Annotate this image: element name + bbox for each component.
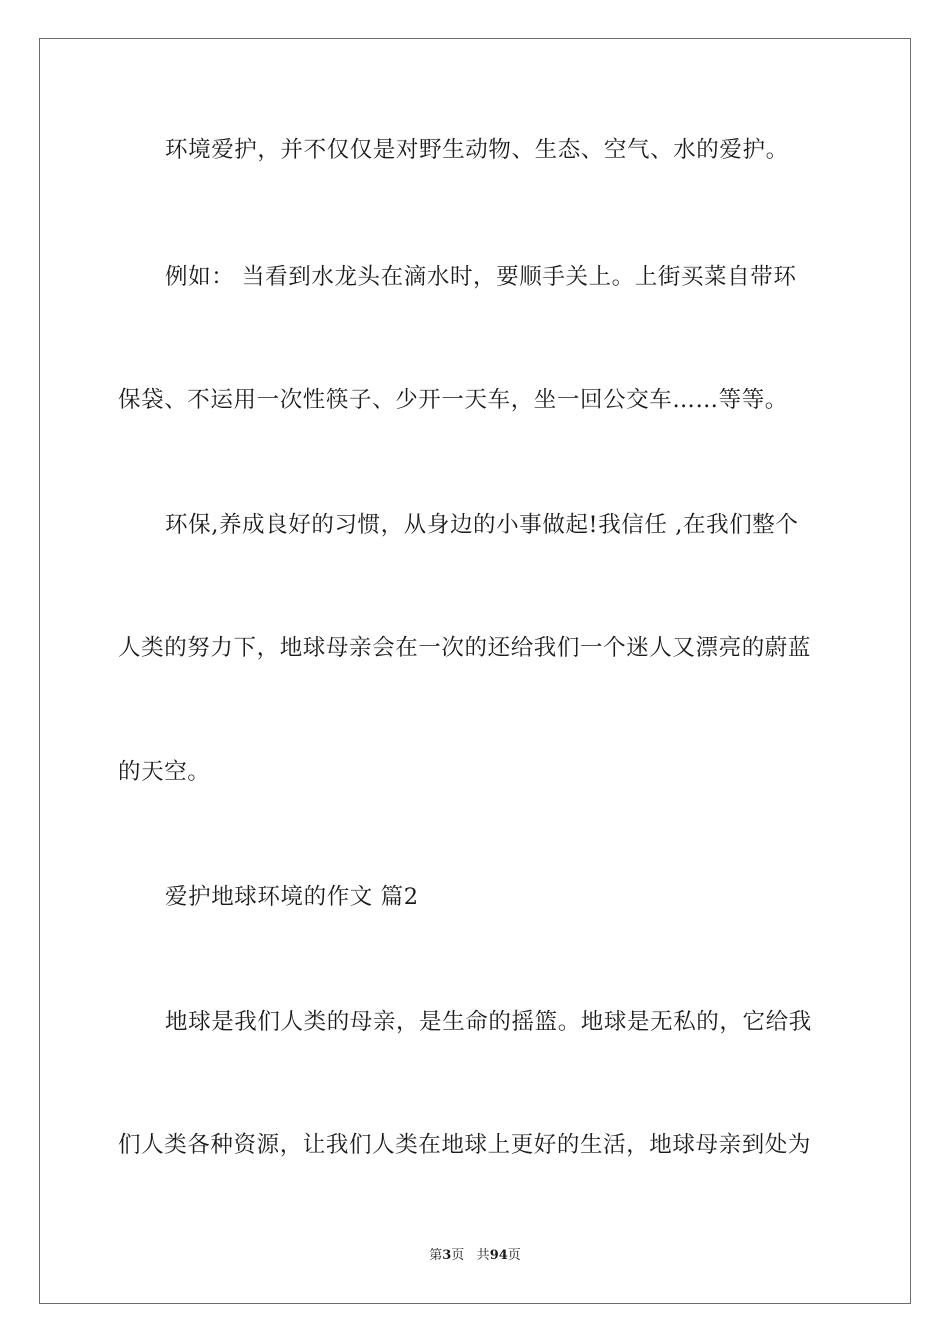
footer-page-suffix: 页 — [451, 1248, 465, 1263]
footer-page-number: 3 — [442, 1248, 452, 1263]
footer-total-suffix: 页 — [507, 1248, 521, 1263]
footer-total-pages: 94 — [489, 1248, 508, 1263]
paragraph-line: 的天空。 — [118, 759, 211, 785]
footer-page-prefix: 第 — [429, 1248, 443, 1263]
paragraph-line: 人类的努力下，地球母亲会在一次的还给我们一个迷人又漂亮的蔚蓝 — [118, 635, 812, 661]
section-heading: 爱护地球环境的作文 篇2 — [165, 884, 419, 910]
footer-total-prefix: 共 — [476, 1248, 490, 1263]
paragraph-line: 保袋、不运用一次性筷子、少开一天车，坐一回公交车……等等。 — [118, 387, 788, 413]
paragraph-line: 环境爱护，并不仅仅是对野生动物、生态、空气、水的爱护。 — [165, 137, 789, 163]
paragraph-line: 们人类各种资源，让我们人类在地球上更好的生活，地球母亲到处为 — [118, 1132, 812, 1158]
paragraph-line: 例如： 当看到水龙头在滴水时，要顺手关上。上街买菜自带环 — [165, 264, 797, 290]
page-footer — [0, 1247, 950, 1265]
page-border — [39, 38, 911, 1304]
paragraph-line: 环保,养成良好的习惯，从身边的小事做起!我信任 ,在我们整个 — [165, 512, 799, 538]
paragraph-line: 地球是我们人类的母亲，是生命的摇篮。地球是无私的，它给我 — [165, 1009, 812, 1035]
